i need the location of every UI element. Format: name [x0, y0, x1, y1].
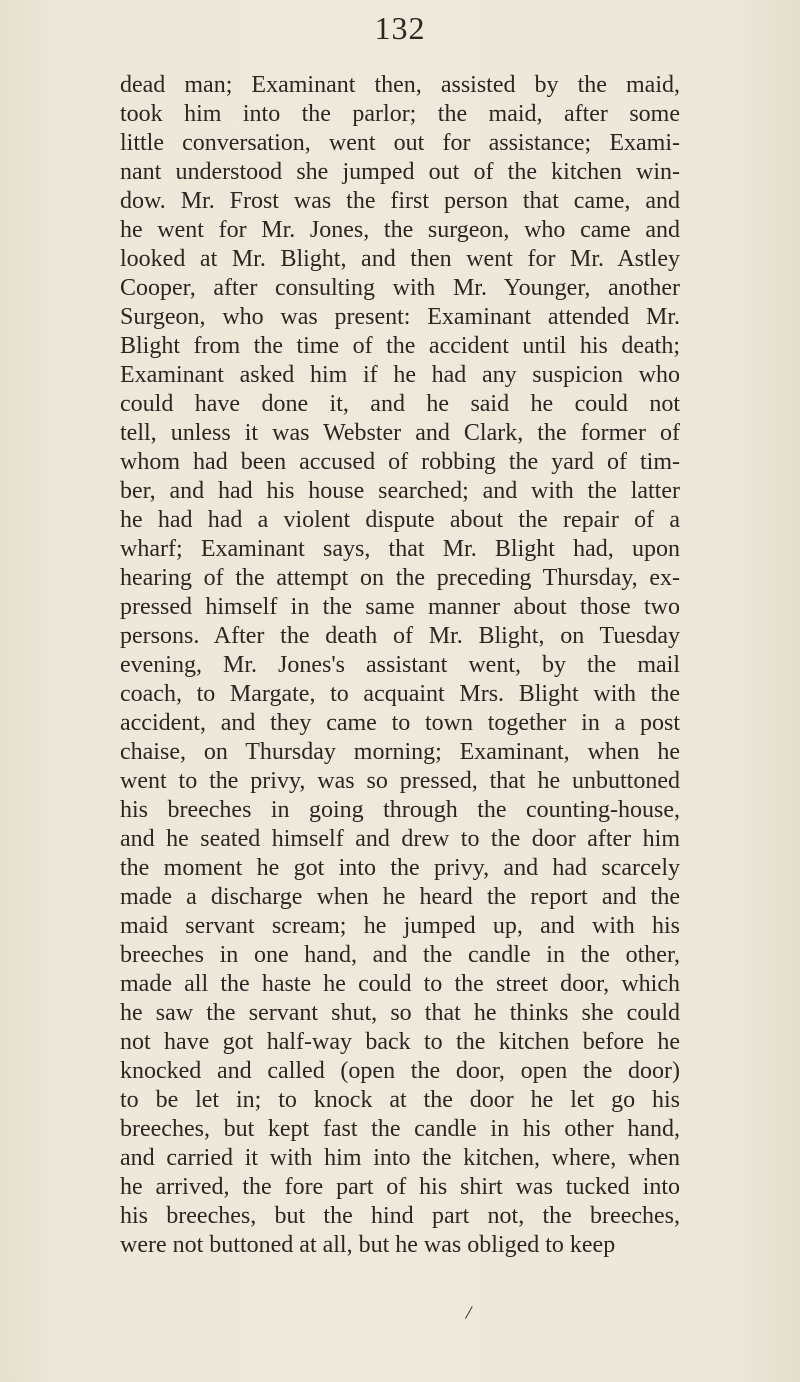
text-line: made a discharge when he heard the report and the	[120, 884, 680, 910]
text-line: little conversation, went out for assistance; Exami-	[120, 130, 680, 156]
text-line: made all the haste he could to the street door, which	[120, 971, 680, 997]
text-line: to be let in; to knock at the door he let go his	[120, 1087, 680, 1113]
text-line: Blight from the time of the accident until his death;	[120, 333, 680, 359]
text-line: dead man; Examinant then, assisted by the maid,	[120, 72, 680, 98]
text-line: coach, to Margate, to acquaint Mrs. Blight with the	[120, 681, 680, 707]
text-line: nant understood she jumped out of the kitchen win-	[120, 159, 680, 185]
text-line: and he seated himself and drew to the door after him	[120, 826, 680, 852]
footer-mark: /	[464, 1301, 474, 1325]
text-line: persons. After the death of Mr. Blight, on Tuesday	[120, 623, 680, 649]
text-line: ber, and had his house searched; and with the latter	[120, 478, 680, 504]
text-line: breeches in one hand, and the candle in the other,	[120, 942, 680, 968]
text-line: accident, and they came to town together in a post	[120, 710, 680, 736]
page-number: 132	[374, 10, 426, 46]
text-line: breeches, but kept fast the candle in his other hand,	[120, 1116, 680, 1142]
text-line: whom had been accused of robbing the yard of tim-	[120, 449, 680, 475]
text-line: pressed himself in the same manner about those two	[120, 594, 680, 620]
text-line: and carried it with him into the kitchen, where, when	[120, 1145, 680, 1171]
text-line: hearing of the attempt on the preceding Thursday, ex-	[120, 565, 680, 591]
text-line: evening, Mr. Jones's assistant went, by the mail	[120, 652, 680, 678]
text-line: he saw the servant shut, so that he thinks she could	[120, 1000, 680, 1026]
text-line: went to the privy, was so pressed, that he unbuttoned	[120, 768, 680, 794]
text-line: not have got half-way back to the kitchen before he	[120, 1029, 680, 1055]
text-line: looked at Mr. Blight, and then went for Mr. Astley	[120, 246, 680, 272]
body-text	[120, 71, 680, 1260]
text-line: Examinant asked him if he had any suspicion who	[120, 362, 680, 388]
text-line: he had had a violent dispute about the repair of a	[120, 507, 680, 533]
text-line: wharf; Examinant says, that Mr. Blight had, upon	[120, 536, 680, 562]
text-line: dow. Mr. Frost was the first person that came, and	[120, 188, 680, 214]
text-line: the moment he got into the privy, and had scarcely	[120, 855, 680, 881]
text-line: were not buttoned at all, but he was obliged to keep	[120, 1232, 616, 1258]
text-line: he went for Mr. Jones, the surgeon, who came and	[120, 217, 680, 243]
text-line: tell, unless it was Webster and Clark, the former of	[120, 420, 680, 446]
text-line: he arrived, the fore part of his shirt was tucked into	[120, 1174, 680, 1200]
text-line: Surgeon, who was present: Examinant attended Mr.	[120, 304, 680, 330]
text-line: could have done it, and he said he could not	[120, 391, 680, 417]
text-line: knocked and called (open the door, open the door)	[120, 1058, 680, 1084]
text-line: his breeches in going through the counting-house,	[120, 797, 680, 823]
text-line: his breeches, but the hind part not, the breeches,	[120, 1203, 680, 1229]
text-line: took him into the parlor; the maid, after some	[120, 101, 680, 127]
text-line: chaise, on Thursday morning; Examinant, when he	[120, 739, 680, 765]
text-line: maid servant scream; he jumped up, and with his	[120, 913, 680, 939]
text-line: Cooper, after consulting with Mr. Younger, another	[120, 275, 680, 301]
